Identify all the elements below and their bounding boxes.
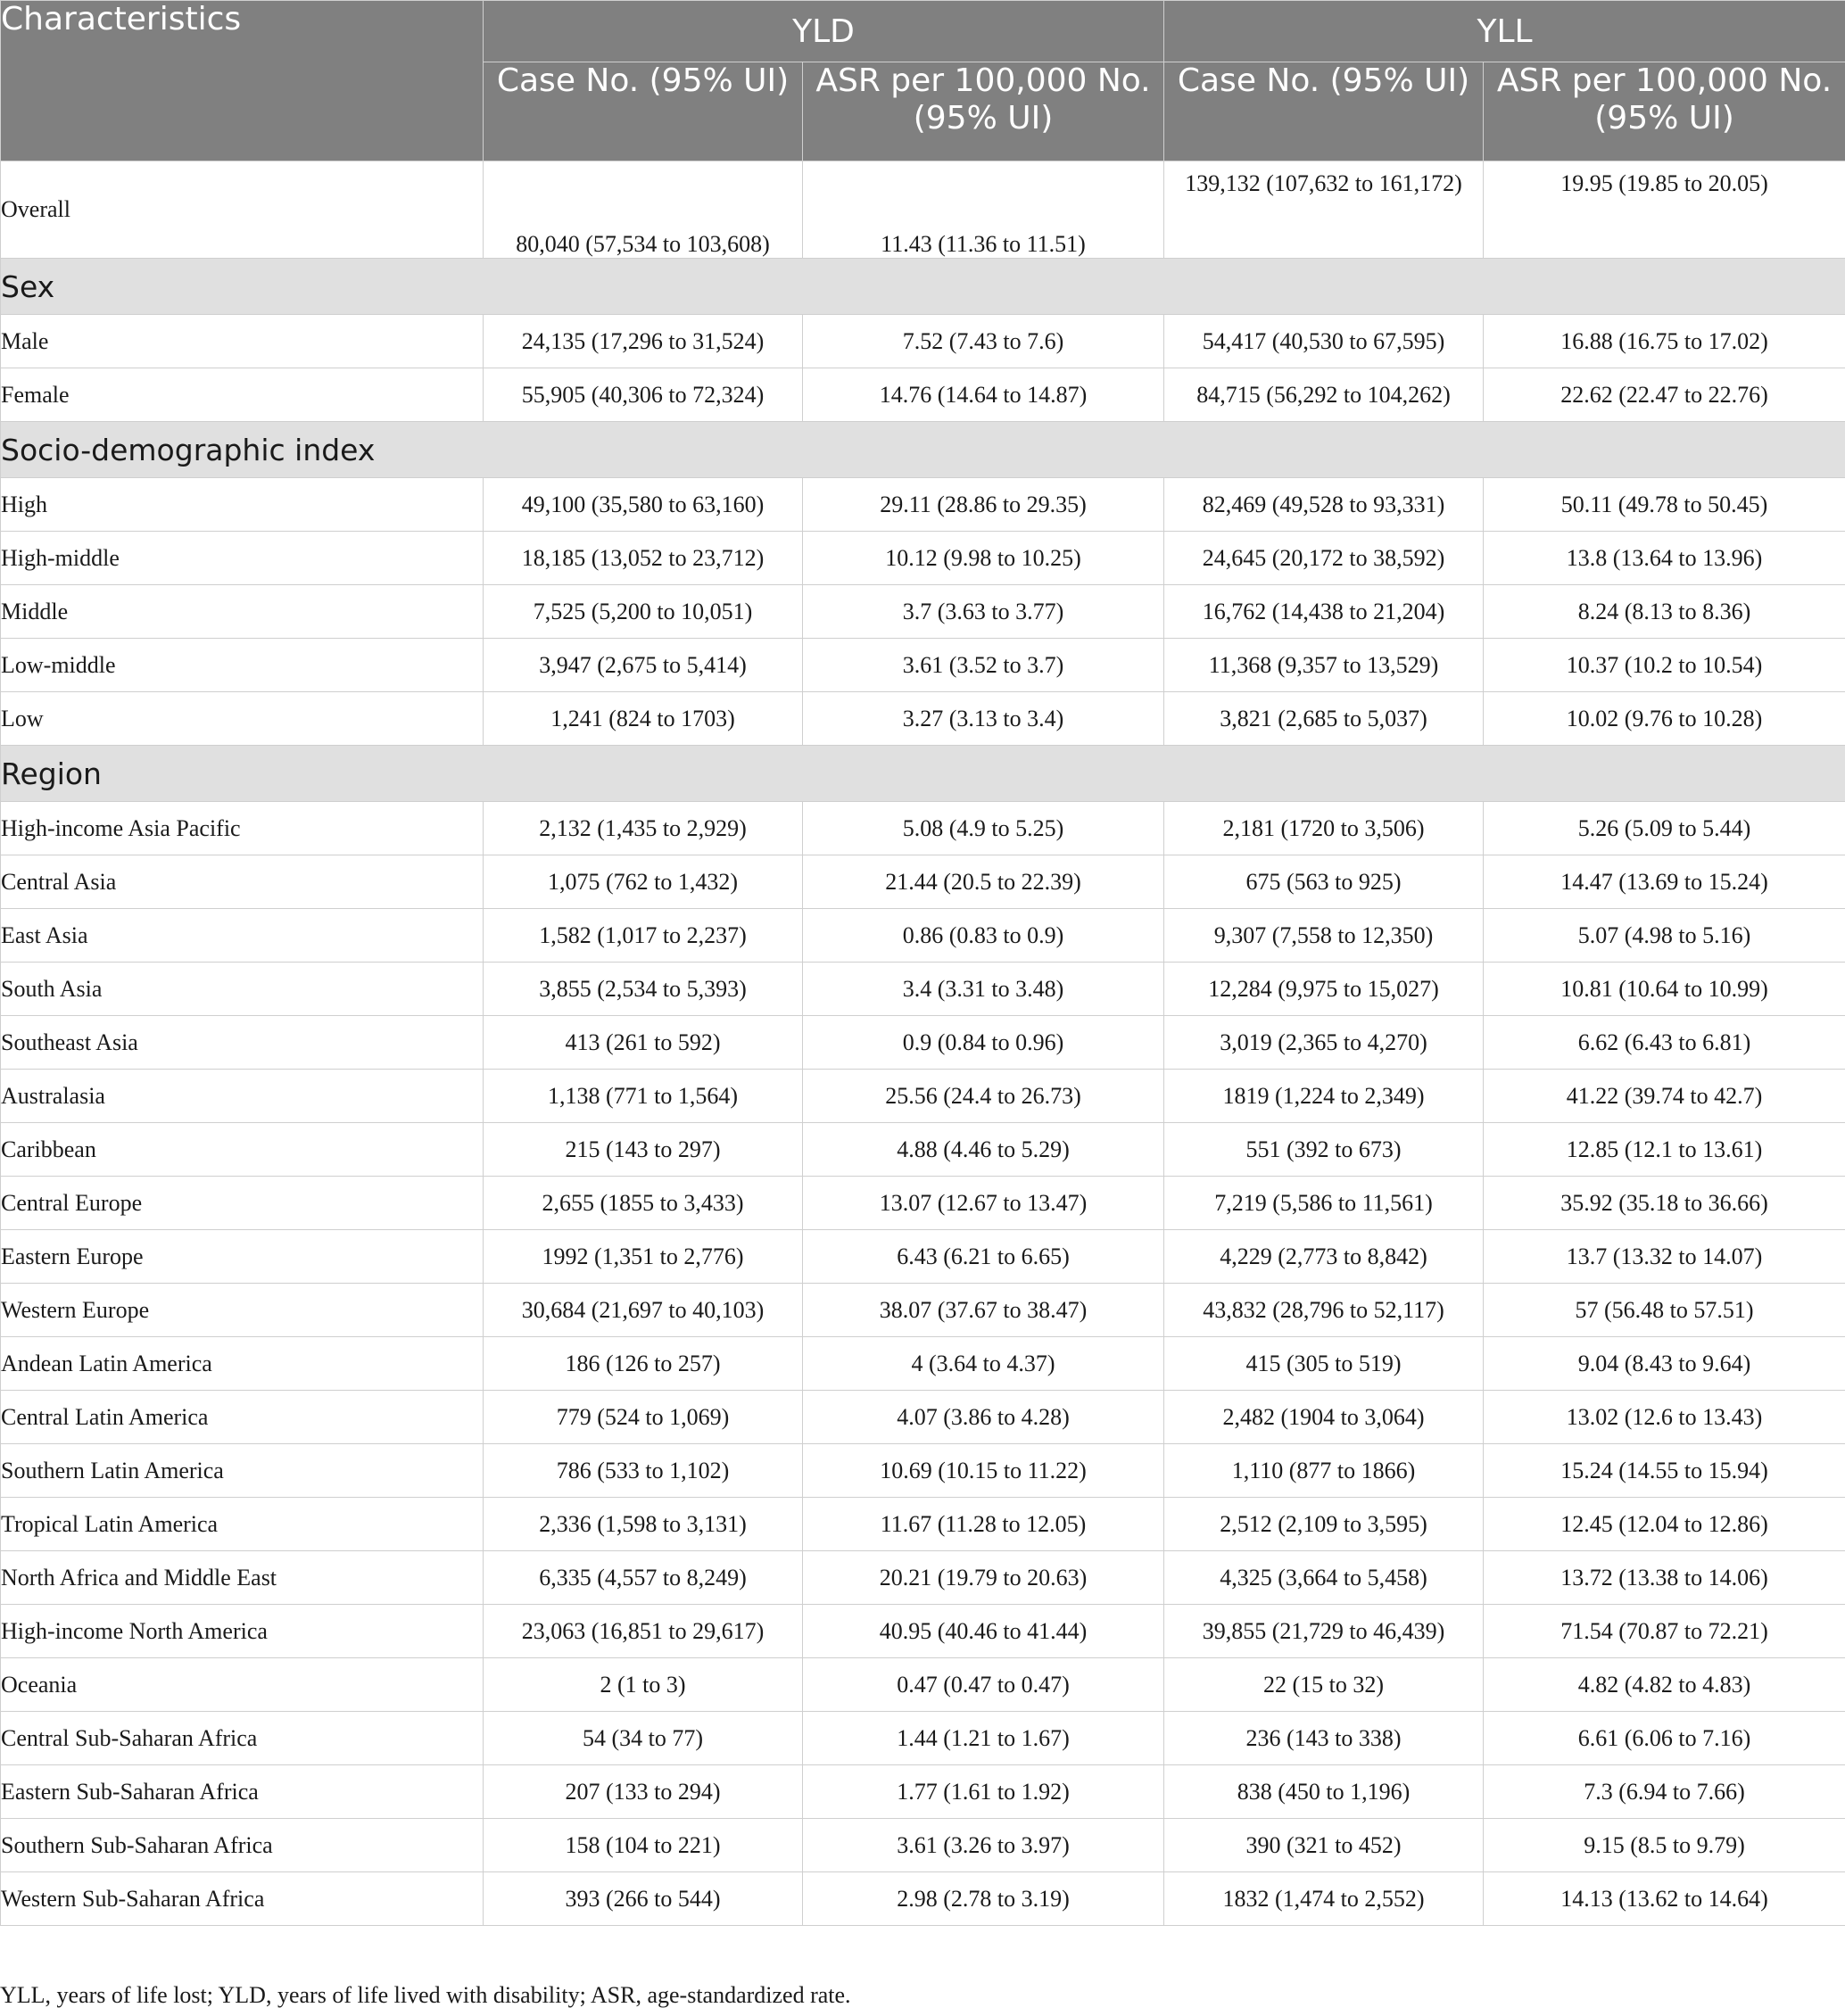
yll-case: 24,645 (20,172 to 38,592) bbox=[1164, 532, 1484, 585]
yld-case: 207 (133 to 294) bbox=[484, 1765, 803, 1819]
table-row bbox=[1, 1391, 1845, 1444]
section-title: Region bbox=[1, 746, 1845, 802]
yll-asr: 71.54 (70.87 to 72.21) bbox=[1484, 1605, 1845, 1658]
section-header-row bbox=[1, 746, 1845, 802]
table-row bbox=[1, 1337, 1845, 1391]
overall-row bbox=[1, 161, 1845, 259]
yll-asr: 5.26 (5.09 to 5.44) bbox=[1484, 802, 1845, 855]
row-label: Southern Sub-Saharan Africa bbox=[1, 1819, 484, 1872]
yld-case: 3,855 (2,534 to 5,393) bbox=[484, 963, 803, 1016]
yll-case: 3,821 (2,685 to 5,037) bbox=[1164, 692, 1484, 746]
yld-case: 413 (261 to 592) bbox=[484, 1016, 803, 1070]
yld-case: 55,905 (40,306 to 72,324) bbox=[484, 368, 803, 422]
yld-asr: 6.43 (6.21 to 6.65) bbox=[803, 1230, 1164, 1284]
yll-case: 4,325 (3,664 to 5,458) bbox=[1164, 1551, 1484, 1605]
yll-asr: 14.13 (13.62 to 14.64) bbox=[1484, 1872, 1845, 1926]
header-characteristics: Characteristics bbox=[1, 1, 484, 161]
header-yld: YLD bbox=[484, 1, 1164, 62]
yld-asr: 5.08 (4.9 to 5.25) bbox=[803, 802, 1164, 855]
yld-case: 786 (533 to 1,102) bbox=[484, 1444, 803, 1498]
yld-asr: 4 (3.64 to 4.37) bbox=[803, 1337, 1164, 1391]
yld-asr: 1.44 (1.21 to 1.67) bbox=[803, 1712, 1164, 1765]
yld-asr: 1.77 (1.61 to 1.92) bbox=[803, 1765, 1164, 1819]
table-row bbox=[1, 1765, 1845, 1819]
row-label: Tropical Latin America bbox=[1, 1498, 484, 1551]
yld-asr: 0.9 (0.84 to 0.96) bbox=[803, 1016, 1164, 1070]
row-label: Central Latin America bbox=[1, 1391, 484, 1444]
yll-case: 1,110 (877 to 1866) bbox=[1164, 1444, 1484, 1498]
overall-yld-case: 80,040 (57,534 to 103,608) bbox=[484, 161, 803, 259]
overall-yld-asr: 11.43 (11.36 to 11.51) bbox=[803, 161, 1164, 259]
yld-case: 7,525 (5,200 to 10,051) bbox=[484, 585, 803, 639]
header-yll-asr: ASR per 100,000 No. (95% UI) bbox=[1484, 62, 1845, 161]
row-label: Low bbox=[1, 692, 484, 746]
yld-asr: 3.61 (3.52 to 3.7) bbox=[803, 639, 1164, 692]
table-row bbox=[1, 855, 1845, 909]
yll-case: 22 (15 to 32) bbox=[1164, 1658, 1484, 1712]
yld-asr: 3.27 (3.13 to 3.4) bbox=[803, 692, 1164, 746]
yld-case: 1992 (1,351 to 2,776) bbox=[484, 1230, 803, 1284]
yll-case: 84,715 (56,292 to 104,262) bbox=[1164, 368, 1484, 422]
yll-asr: 13.7 (13.32 to 14.07) bbox=[1484, 1230, 1845, 1284]
table-row bbox=[1, 1498, 1845, 1551]
yld-case: 393 (266 to 544) bbox=[484, 1872, 803, 1926]
table-row bbox=[1, 1016, 1845, 1070]
yll-asr: 9.04 (8.43 to 9.64) bbox=[1484, 1337, 1845, 1391]
table-row bbox=[1, 1230, 1845, 1284]
header-yld-case: Case No. (95% UI) bbox=[484, 62, 803, 161]
yll-case: 675 (563 to 925) bbox=[1164, 855, 1484, 909]
yld-case: 2,132 (1,435 to 2,929) bbox=[484, 802, 803, 855]
yld-asr: 25.56 (24.4 to 26.73) bbox=[803, 1070, 1164, 1123]
table-row bbox=[1, 802, 1845, 855]
yld-case: 54 (34 to 77) bbox=[484, 1712, 803, 1765]
yld-case: 2 (1 to 3) bbox=[484, 1658, 803, 1712]
row-label: Central Europe bbox=[1, 1177, 484, 1230]
table-row bbox=[1, 585, 1845, 639]
yld-case: 186 (126 to 257) bbox=[484, 1337, 803, 1391]
table-footnote: YLL, years of life lost; YLD, years of life lived with disability; ASR, age-standardized rate. bbox=[0, 1982, 851, 2008]
yll-asr: 7.3 (6.94 to 7.66) bbox=[1484, 1765, 1845, 1819]
yld-asr: 0.47 (0.47 to 0.47) bbox=[803, 1658, 1164, 1712]
yld-case: 1,241 (824 to 1703) bbox=[484, 692, 803, 746]
overall-label: Overall bbox=[1, 161, 484, 259]
yll-case: 12,284 (9,975 to 15,027) bbox=[1164, 963, 1484, 1016]
table-row bbox=[1, 1658, 1845, 1712]
yll-case: 1832 (1,474 to 2,552) bbox=[1164, 1872, 1484, 1926]
yld-case: 1,582 (1,017 to 2,237) bbox=[484, 909, 803, 963]
yll-case: 4,229 (2,773 to 8,842) bbox=[1164, 1230, 1484, 1284]
yll-asr: 14.47 (13.69 to 15.24) bbox=[1484, 855, 1845, 909]
row-label: Female bbox=[1, 368, 484, 422]
yll-asr: 10.37 (10.2 to 10.54) bbox=[1484, 639, 1845, 692]
table-row bbox=[1, 1551, 1845, 1605]
header-yll-case: Case No. (95% UI) bbox=[1164, 62, 1484, 161]
row-label: High-income Asia Pacific bbox=[1, 802, 484, 855]
table-row bbox=[1, 1070, 1845, 1123]
yll-asr: 8.24 (8.13 to 8.36) bbox=[1484, 585, 1845, 639]
table-row bbox=[1, 368, 1845, 422]
yld-case: 1,075 (762 to 1,432) bbox=[484, 855, 803, 909]
header-row-groups bbox=[1, 1, 1845, 62]
row-label: High bbox=[1, 478, 484, 532]
yld-case: 49,100 (35,580 to 63,160) bbox=[484, 478, 803, 532]
yll-asr: 57 (56.48 to 57.51) bbox=[1484, 1284, 1845, 1337]
yld-case: 779 (524 to 1,069) bbox=[484, 1391, 803, 1444]
yll-case: 82,469 (49,528 to 93,331) bbox=[1164, 478, 1484, 532]
row-label: Central Sub-Saharan Africa bbox=[1, 1712, 484, 1765]
section-title: Socio-demographic index bbox=[1, 422, 1845, 478]
yll-asr: 13.02 (12.6 to 13.43) bbox=[1484, 1391, 1845, 1444]
table-row bbox=[1, 532, 1845, 585]
section-title: Sex bbox=[1, 259, 1845, 315]
yll-asr: 22.62 (22.47 to 22.76) bbox=[1484, 368, 1845, 422]
yll-asr: 13.72 (13.38 to 14.06) bbox=[1484, 1551, 1845, 1605]
overall-yll-case: 139,132 (107,632 to 161,172) bbox=[1164, 161, 1484, 259]
section-header-row bbox=[1, 422, 1845, 478]
row-label: Southern Latin America bbox=[1, 1444, 484, 1498]
table-row bbox=[1, 478, 1845, 532]
table-row bbox=[1, 1284, 1845, 1337]
row-label: Middle bbox=[1, 585, 484, 639]
yll-case: 11,368 (9,357 to 13,529) bbox=[1164, 639, 1484, 692]
row-label: Southeast Asia bbox=[1, 1016, 484, 1070]
yld-asr: 2.98 (2.78 to 3.19) bbox=[803, 1872, 1164, 1926]
table-row bbox=[1, 1177, 1845, 1230]
row-label: Australasia bbox=[1, 1070, 484, 1123]
yll-case: 2,512 (2,109 to 3,595) bbox=[1164, 1498, 1484, 1551]
row-label: Low-middle bbox=[1, 639, 484, 692]
yld-asr: 14.76 (14.64 to 14.87) bbox=[803, 368, 1164, 422]
yll-asr: 12.85 (12.1 to 13.61) bbox=[1484, 1123, 1845, 1177]
yld-asr: 13.07 (12.67 to 13.47) bbox=[803, 1177, 1164, 1230]
yll-case: 7,219 (5,586 to 11,561) bbox=[1164, 1177, 1484, 1230]
row-label: Oceania bbox=[1, 1658, 484, 1712]
yld-case: 1,138 (771 to 1,564) bbox=[484, 1070, 803, 1123]
yll-case: 39,855 (21,729 to 46,439) bbox=[1164, 1605, 1484, 1658]
yll-asr: 41.22 (39.74 to 42.7) bbox=[1484, 1070, 1845, 1123]
yll-case: 3,019 (2,365 to 4,270) bbox=[1164, 1016, 1484, 1070]
yld-asr: 29.11 (28.86 to 29.35) bbox=[803, 478, 1164, 532]
yll-case: 16,762 (14,438 to 21,204) bbox=[1164, 585, 1484, 639]
yll-case: 2,181 (1720 to 3,506) bbox=[1164, 802, 1484, 855]
yld-asr: 7.52 (7.43 to 7.6) bbox=[803, 315, 1164, 368]
yld-case: 2,655 (1855 to 3,433) bbox=[484, 1177, 803, 1230]
row-label: North Africa and Middle East bbox=[1, 1551, 484, 1605]
table-row bbox=[1, 1123, 1845, 1177]
row-label: High-income North America bbox=[1, 1605, 484, 1658]
yld-case: 23,063 (16,851 to 29,617) bbox=[484, 1605, 803, 1658]
table-row bbox=[1, 1819, 1845, 1872]
yld-case: 2,336 (1,598 to 3,131) bbox=[484, 1498, 803, 1551]
yld-asr: 11.67 (11.28 to 12.05) bbox=[803, 1498, 1164, 1551]
row-label: Caribbean bbox=[1, 1123, 484, 1177]
yll-asr: 13.8 (13.64 to 13.96) bbox=[1484, 532, 1845, 585]
yld-case: 30,684 (21,697 to 40,103) bbox=[484, 1284, 803, 1337]
yll-asr: 15.24 (14.55 to 15.94) bbox=[1484, 1444, 1845, 1498]
yll-case: 236 (143 to 338) bbox=[1164, 1712, 1484, 1765]
yld-case: 215 (143 to 297) bbox=[484, 1123, 803, 1177]
row-label: Eastern Sub-Saharan Africa bbox=[1, 1765, 484, 1819]
row-label: Andean Latin America bbox=[1, 1337, 484, 1391]
yll-case: 43,832 (28,796 to 52,117) bbox=[1164, 1284, 1484, 1337]
row-label: Eastern Europe bbox=[1, 1230, 484, 1284]
yld-case: 3,947 (2,675 to 5,414) bbox=[484, 639, 803, 692]
yll-case: 2,482 (1904 to 3,064) bbox=[1164, 1391, 1484, 1444]
row-label: East Asia bbox=[1, 909, 484, 963]
yll-case: 551 (392 to 673) bbox=[1164, 1123, 1484, 1177]
yll-asr: 6.62 (6.43 to 6.81) bbox=[1484, 1016, 1845, 1070]
yll-case: 390 (321 to 452) bbox=[1164, 1819, 1484, 1872]
yll-case: 838 (450 to 1,196) bbox=[1164, 1765, 1484, 1819]
row-label: South Asia bbox=[1, 963, 484, 1016]
header-yll: YLL bbox=[1164, 1, 1845, 62]
table-row bbox=[1, 1444, 1845, 1498]
yld-asr: 40.95 (40.46 to 41.44) bbox=[803, 1605, 1164, 1658]
overall-yll-asr: 19.95 (19.85 to 20.05) bbox=[1484, 161, 1845, 259]
table-row bbox=[1, 1712, 1845, 1765]
yld-case: 18,185 (13,052 to 23,712) bbox=[484, 532, 803, 585]
yld-asr: 21.44 (20.5 to 22.39) bbox=[803, 855, 1164, 909]
table-row bbox=[1, 909, 1845, 963]
yll-case: 1819 (1,224 to 2,349) bbox=[1164, 1070, 1484, 1123]
table-row bbox=[1, 963, 1845, 1016]
yll-asr: 6.61 (6.06 to 7.16) bbox=[1484, 1712, 1845, 1765]
yld-asr: 10.69 (10.15 to 11.22) bbox=[803, 1444, 1164, 1498]
table-row bbox=[1, 692, 1845, 746]
header-yld-asr: ASR per 100,000 No. (95% UI) bbox=[803, 62, 1164, 161]
yll-asr: 10.02 (9.76 to 10.28) bbox=[1484, 692, 1845, 746]
yld-asr: 10.12 (9.98 to 10.25) bbox=[803, 532, 1164, 585]
yll-asr: 10.81 (10.64 to 10.99) bbox=[1484, 963, 1845, 1016]
yll-case: 9,307 (7,558 to 12,350) bbox=[1164, 909, 1484, 963]
yld-asr: 0.86 (0.83 to 0.9) bbox=[803, 909, 1164, 963]
yld-case: 24,135 (17,296 to 31,524) bbox=[484, 315, 803, 368]
yll-asr: 12.45 (12.04 to 12.86) bbox=[1484, 1498, 1845, 1551]
table-row bbox=[1, 1872, 1845, 1926]
yll-case: 54,417 (40,530 to 67,595) bbox=[1164, 315, 1484, 368]
yll-asr: 50.11 (49.78 to 50.45) bbox=[1484, 478, 1845, 532]
table-row bbox=[1, 639, 1845, 692]
yld-asr: 38.07 (37.67 to 38.47) bbox=[803, 1284, 1164, 1337]
row-label: Western Sub-Saharan Africa bbox=[1, 1872, 484, 1926]
table-row bbox=[1, 315, 1845, 368]
yll-asr: 16.88 (16.75 to 17.02) bbox=[1484, 315, 1845, 368]
yll-asr: 5.07 (4.98 to 5.16) bbox=[1484, 909, 1845, 963]
yld-case: 158 (104 to 221) bbox=[484, 1819, 803, 1872]
yld-asr: 4.88 (4.46 to 5.29) bbox=[803, 1123, 1164, 1177]
row-label: High-middle bbox=[1, 532, 484, 585]
row-label: Male bbox=[1, 315, 484, 368]
yld-asr: 3.61 (3.26 to 3.97) bbox=[803, 1819, 1164, 1872]
yld-case: 6,335 (4,557 to 8,249) bbox=[484, 1551, 803, 1605]
yld-asr: 3.7 (3.63 to 3.77) bbox=[803, 585, 1164, 639]
yll-asr: 35.92 (35.18 to 36.66) bbox=[1484, 1177, 1845, 1230]
row-label: Western Europe bbox=[1, 1284, 484, 1337]
section-header-row bbox=[1, 259, 1845, 315]
yld-asr: 3.4 (3.31 to 3.48) bbox=[803, 963, 1164, 1016]
yld-asr: 20.21 (19.79 to 20.63) bbox=[803, 1551, 1164, 1605]
yll-asr: 9.15 (8.5 to 9.79) bbox=[1484, 1819, 1845, 1872]
row-label: Central Asia bbox=[1, 855, 484, 909]
table-row bbox=[1, 1605, 1845, 1658]
yll-asr: 4.82 (4.82 to 4.83) bbox=[1484, 1658, 1845, 1712]
yll-case: 415 (305 to 519) bbox=[1164, 1337, 1484, 1391]
yld-asr: 4.07 (3.86 to 4.28) bbox=[803, 1391, 1164, 1444]
